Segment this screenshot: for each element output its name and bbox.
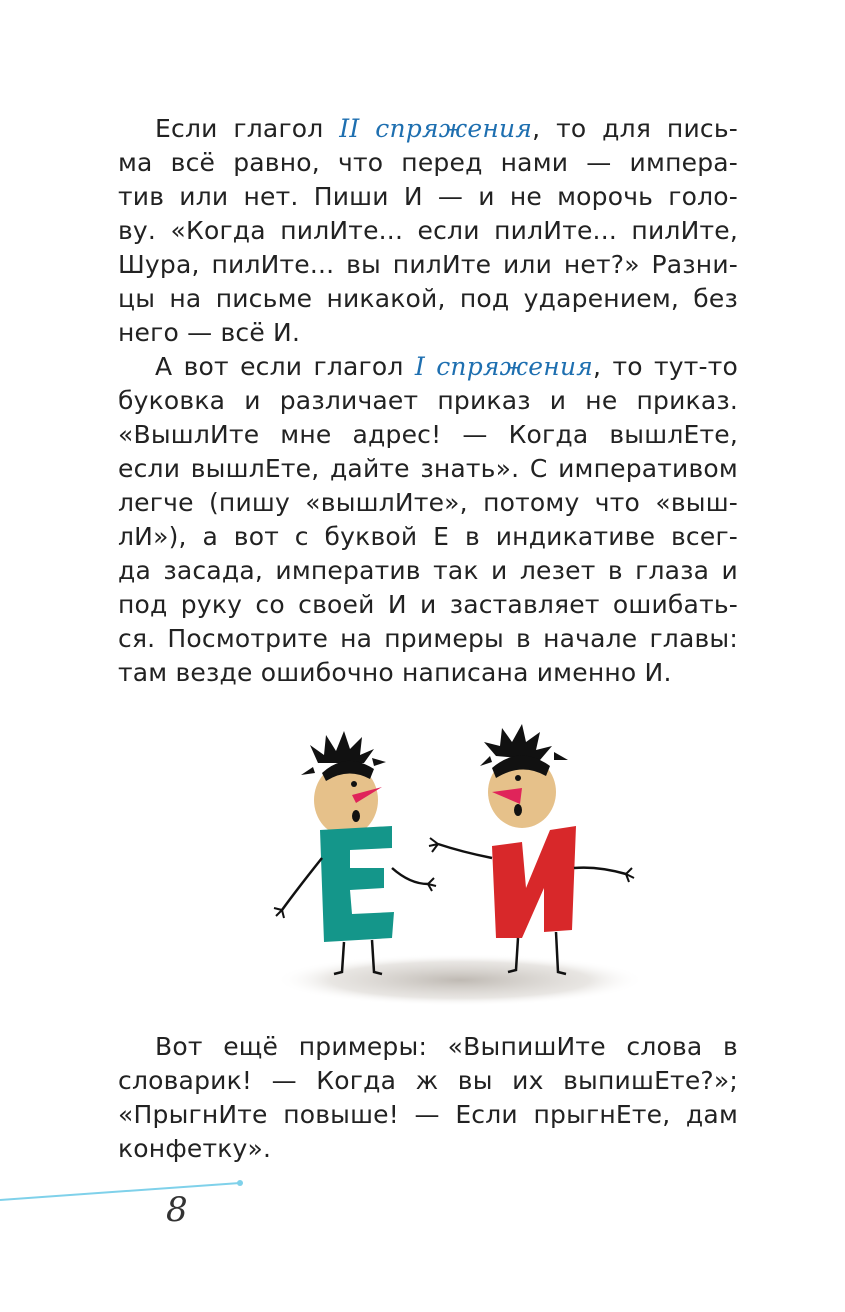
letter-i-body <box>492 826 576 938</box>
text-line: конфетку». <box>118 1134 272 1163</box>
page-number: 8 <box>166 1190 188 1230</box>
text-line: «ПрыгнИте повыше! — Если прыгнЕте, дам <box>118 1100 738 1129</box>
text-line: если вышлЕте, дайте знать». С императивом <box>118 454 738 483</box>
text-line: ву. «Когда пилИте... если пилИте... пилИте, <box>118 216 738 245</box>
text-line: там везде ошибочно написана именно И. <box>118 658 672 687</box>
paragraph-2 <box>118 350 738 690</box>
text-line: него — всё И. <box>118 318 301 347</box>
hair-right <box>484 724 552 760</box>
text-line <box>118 112 738 146</box>
text-line: ма всё равно, что перед нами — импера- <box>118 148 738 177</box>
text-line: цы на письме никакой, под ударением, без <box>118 284 738 313</box>
character-i <box>429 724 634 974</box>
letters-illustration <box>260 718 660 1018</box>
text-span: Если глагол <box>155 114 340 143</box>
paragraph-1 <box>118 112 738 350</box>
text-line: словарик! — Когда ж вы их выпишЕте?»; <box>118 1066 738 1095</box>
character-e <box>274 731 436 974</box>
hair-left <box>310 731 374 763</box>
footer-rule <box>0 1170 260 1210</box>
text-line: лИ»), а вот с буквой Е в индикативе всег- <box>118 522 738 551</box>
text-span: , то тут-то <box>593 352 739 381</box>
letter-e-body <box>320 826 394 942</box>
text-line: под руку со своей И и заставляет ошибать- <box>118 590 738 619</box>
text-line: Шура, пилИте... вы пилИте или нет?» Разни- <box>118 250 738 279</box>
text-line: легче (пишу «вышлИте», потому что «выш- <box>118 488 738 517</box>
highlight-term: I спряжения <box>414 352 594 381</box>
text-line: Вот ещё примеры: «ВыпишИте слова в <box>155 1032 738 1061</box>
text-line: буковка и различает приказ и не приказ. <box>118 386 738 415</box>
paragraph-3 <box>118 1030 738 1166</box>
text-line <box>118 350 738 384</box>
text-line: да засада, императив так и лезет в глаза и <box>118 556 738 585</box>
text-span: А вот если глагол <box>155 352 415 381</box>
text-line: «ВышлИте мне адрес! — Когда вышлЕте, <box>118 420 738 449</box>
main-text-bottom <box>118 1030 738 1166</box>
text-span: , то для пись- <box>532 114 739 143</box>
main-text-top <box>118 112 738 690</box>
ground-shadow <box>275 954 645 1006</box>
text-line: ся. Посмотрите на примеры в начале главы: <box>118 624 738 653</box>
highlight-term: II спряжения <box>339 114 533 143</box>
text-line: тив или нет. Пиши И — и не морочь голо- <box>118 182 738 211</box>
